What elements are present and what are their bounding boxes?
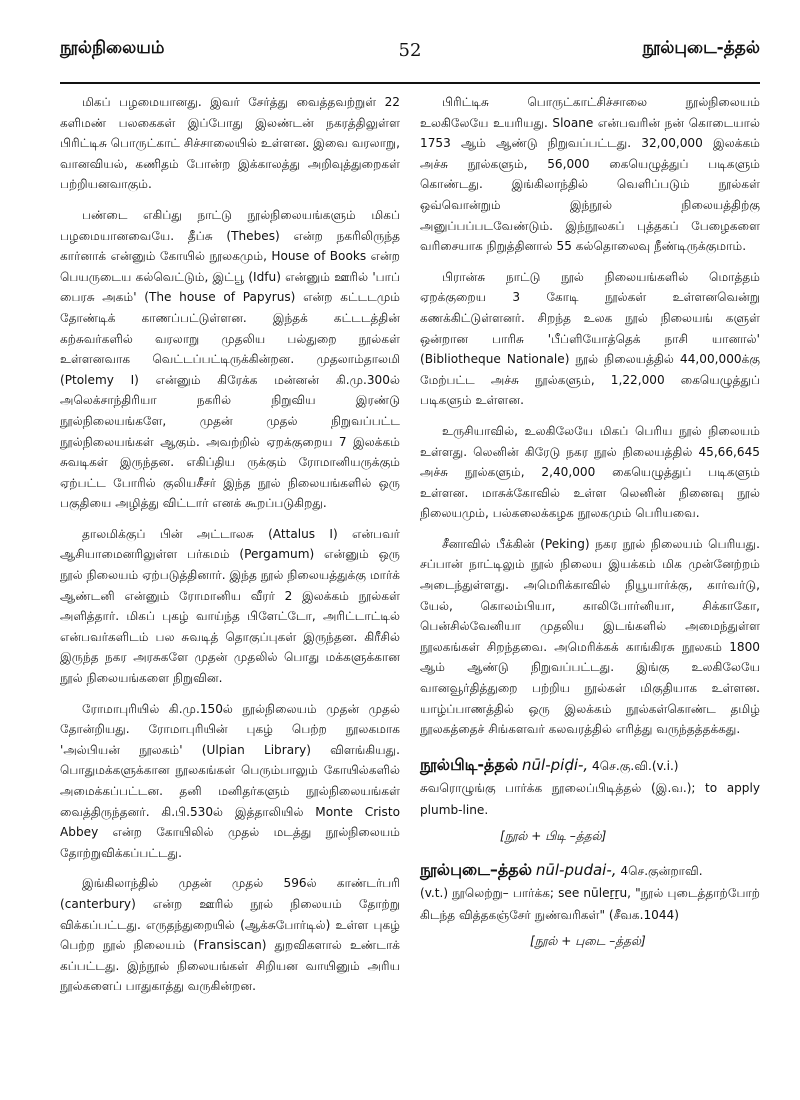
entry-grammar: 4செ.குன்றாவி. <box>620 863 703 878</box>
paragraph: பிரிட்டிசு பொருட்காட்சிச்சாலை நூல்நிலையம் உலகிலேயே உயரியது. Sloane என்பவரின் நன் கொடையால் 1753 ஆம் ஆண்டு நிறுவப்பட்டது. 32,00,000 இலக்கம் அச்சு நூல்களும், 56,000 கையெழுத்துப் படிகளும் கொண்டது. இங்கிலாந்தில் வெளிப்படும் நூல்கள் ஒவ்வொன்றும் இந்நூல் நிலையத்திற்கு அனுப்பப்படவேண்டும். இந்நூலகப் புத்தகப் பேழைகளை வரிசையாக நிறுத்தினால் 55 கல்தொலைவு நீண்டிருக்குமாம். <box>420 95 760 254</box>
page-header <box>60 30 760 64</box>
header-rule <box>60 82 760 84</box>
paragraph: தாலமிக்குப் பின் அட்டாலசு (Attalus I) என்பவர் ஆசியாமைனரிலுள்ள பர்கமம் (Pergamum) என்னும் ஒரு நூல் நிலையம் ஏற்படுத்தினார். இந்த நூல் நிலையத்துக்கு மார்க் ஆண்டனி என்னும் ரோமானிய வீரர் 2 இலக்கம் நூல்கள் அளித்தார். மிகப் புகழ் வாய்ந்த பிளேட்டோ, அரிட்டாட்டில் என்பவர்களிடம் பல சுவடித் தொகுப்புகள் இருந்தன. கிரீசில் இருந்த நகர அரசுகளே முதன் முதலில் பொது மக்களுக்கான நூல் நிலையங்களை நிறுவின. <box>60 526 400 686</box>
two-column-body <box>60 92 760 1007</box>
paragraph: பண்டை எகிப்து நாட்டு நூல்நிலையங்களும் மிகப் பழமையானவையே. தீப்சு (Thebes) என்ற நகரிலிருந்த கார்னாக் என்னும் கோயில் நூலகமும், House of Books என்ற பெயருடைய கல்வெட்டும், இட்பூ (Idfu) என்னும் ஊரில் 'பாப் பைரசு அகம்' (The house of Papyrus) என்ற கட்டடமும் தோண்டிக் காணப்பட்டுள்ளன. இந்தக் கட்டடத்தின் கற்சுவர்களில் வரலாறு முதலிய பல்துறை நூல்கள் உள்ளனவாக வெட்டப்பட்டிருக்கின்றன. முதலாம்தாலமி (Ptolemy I) என்னும் கிரேக்க மன்னன் கி.மு.300ல் அலெக்சாந்திரியா நகரில் நிறுவிய இரண்டு நூல்நிலையங்களே, முதன் முதல் நிறுவப்பட்ட நூல்நிலையங்கள் ஆகும். அவற்றில் ஏறக்குறைய 7 இலக்கம் சுவடிகள் இருந்தன. எகிப்திய ருக்கும் ரோமானியருக்கும் ஏற்பட்ட போரில் குலியசீசர் இந்த நூல் நிலையங்களில் ஒரு பகுதியை அழித்து விட்டார் எனக் கூறப்படுகிறது. <box>60 207 400 511</box>
dictionary-entry <box>420 859 760 882</box>
paragraph: உருசியாவில், உலகிலேயே மிகப் பெரிய நூல் நிலையம் உள்ளது. லெனின் கிரேடு நகர நூல் நிலையத்தில் 45,66,645 அச்சு நூல்களும், 2,40,000 கையெழுத்துப் படிகளும் உள்ளன. மாசுக்கோவில் உள்ள லெனின் நினைவு நூல் நிலையமும், பல்கலைக்கழக நூலகமும் பெரியவை. <box>420 423 760 521</box>
paragraph: ரோமாபுரியில் கி.மு.150ல் நூல்நிலையம் முதன் முதல் தோன்றியது. ரோமாபுரியின் புகழ் பெற்ற நூலகமாக 'அல்பியன் நூலகம்' (Ulpian Library) விளங்கியது. பொதுமக்களுக்கான நூலகங்கள் பெரும்பாலும் கோயில்களில் அமைக்கப்பட்டன. தனி மனிதர்களும் நூல்நிலையங்கள் வைத்திருந்தனர். கி.பி.530ல் இத்தாலியில் Monte Cristo Abbey என்ற கோயிலில் முதல் மடத்து நூல்நிலையம் தோற்றுவிக்கப்பட்டது. <box>60 701 400 860</box>
paragraph: மிகப் பழமையானது. இவர் சேர்த்து வைத்தவற்றுள் 22 களிமண் பலகைகள் இப்போது இலண்டன் நகரத்திலுள்ள பிரிட்டிசு பொருட்காட் சிச்சாலையில் உள்ளன. இவை வரலாறு, வானவியல், கணிதம் போன்ற இக்காலத்து அறிவுத்துறைகள் பற்றியனவாகும். <box>60 95 400 192</box>
entry-grammar: 4செ.கு.வி.(v.i.) <box>592 758 679 773</box>
left-column <box>60 92 400 1007</box>
paragraph: சீனாவில் பீக்கின் (Peking) நகர நூல் நிலையம் பெரியது. சப்பான் நாட்டிலும் நூல் நிலைய இயக்கம் மிக முன்னேற்றம் அடைந்துள்ளது. அமெரிக்காவில் நியூயார்க்கு, கார்வர்டு, யேல், கொலம்பியா, காலிபோர்னியா, சிக்காகோ, பென்சில்வேனியா முதலிய இடங்களில் அமைந்துள்ள நூலகங்கள் சிறந்தவை. அமெரிக்கக் காங்கிரசு நூலகம் 1800 ஆம் ஆண்டு நிறுவப்பட்டது. இங்கு உலகிலேயே வானவூர்தித்துறை பற்றிய நூல்கள் மிகுதியாக உள்ளன. யாழ்ப்பாணத்தில் ஒரு இலக்கம் நூல்கள்கொண்ட தமிழ் நூலகத்தைச் சிங்களவர் கலவரத்தில் எரித்து வருந்தத்தக்கது. <box>420 536 760 737</box>
running-head-left: நூல்நிலையம் <box>60 38 165 58</box>
running-head-right: நூல்புடை-த்தல் <box>642 38 760 58</box>
entry-transliteration: nūl-pudai-, <box>535 860 617 879</box>
entry-definition: சுவரொழுங்கு பார்க்க நூலைப்பிடித்தல் (இ.வ.); to apply plumb-line. <box>420 780 760 817</box>
paragraph: இங்கிலாந்தில் முதன் முதல் 596ல் காண்டர்பரி (canterbury) என்ற ஊரில் நூல் நிலையம் தோற்று விக்கப்பட்டது. எருதந்துறையில் (ஆக்சுபோர்டில்) உள்ள புகழ் பெற்ற நூல் நிலையம் (Fransiscan) துறவிகளால் உண்டாக் கப்பட்டது. இந்நூல் நிலையங்கள் சிறியன வாயினும் அரிய நூல்களைப் பாதுகாத்து வருகின்றன. <box>60 876 400 994</box>
dictionary-entry <box>420 754 760 777</box>
entry-headword: நூல்பிடி-த்தல் <box>420 754 519 774</box>
entry-etymology: [நூல் + புடை –த்தல்] <box>530 933 646 948</box>
entry-headword: நூல்புடை–த்தல் <box>420 859 532 879</box>
entry-etymology: [நூல் + பிடி –த்தல்] <box>500 828 607 843</box>
entry-transliteration: nūl-piḍi-, <box>522 755 589 774</box>
page-number: 52 <box>398 40 422 61</box>
paragraph: பிரான்சு நாட்டு நூல் நிலையங்களில் மொத்தம் ஏறக்குறைய 3 கோடி நூல்கள் உள்ளனவென்று கணக்கிட்டுள்ளனர். சிறந்த உலக நூல் நிலையங் களுள் ஒன்றான பாரிசு 'பீப்ளியோத்தெக் நாசி யானால்' (Bibliotheque Nationale) நூல் நிலையத்தில் 44,00,000க்கு மேற்பட்ட அச்சு நூல்களும், 1,22,000 கையெழுத்துப் படிகளும் உள்ளன. <box>420 269 760 408</box>
entry-definition: (v.t.) நூலெற்று– பார்க்க; see nūleṟṟu, "நூல் புடைத்தாற்போற் கிடந்த வித்தகஞ்சேர் நுண்வரிகள்" (சீவக.1044) <box>420 885 760 922</box>
right-column <box>420 92 760 1007</box>
